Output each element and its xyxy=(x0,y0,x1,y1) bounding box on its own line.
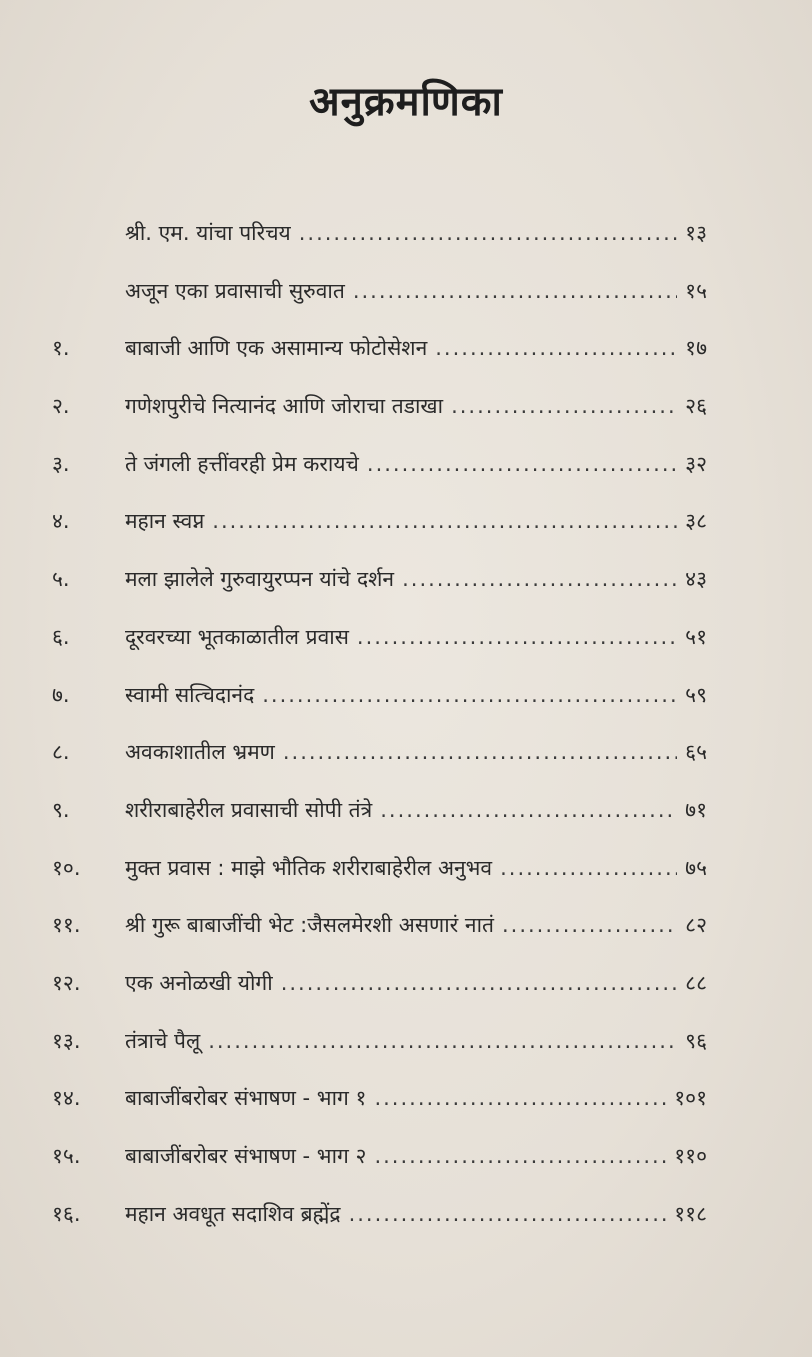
toc-row xyxy=(0,1128,812,1186)
dot-leader xyxy=(299,205,677,263)
toc-row xyxy=(0,1186,812,1244)
toc-row xyxy=(0,667,812,725)
chapter-title: शरीराबाहेरील प्रवासाची सोपी तंत्रे xyxy=(125,797,373,822)
toc-row xyxy=(0,1070,812,1128)
page-number: ८२ xyxy=(685,913,707,938)
dot-leader xyxy=(451,378,677,436)
toc-entry xyxy=(125,840,707,898)
dot-leader xyxy=(374,1128,666,1186)
toc-entry xyxy=(125,1013,707,1071)
dot-leader xyxy=(283,724,677,782)
toc-entry xyxy=(125,493,707,551)
toc-row xyxy=(0,378,812,436)
chapter-title: तंत्राचे पैलू xyxy=(125,1028,201,1053)
dot-leader xyxy=(374,1070,666,1128)
page-number: १३ xyxy=(685,221,707,245)
chapter-number: १४. xyxy=(52,1086,81,1111)
chapter-title: मला झालेले गुरुवायुरप्पन यांचे दर्शन xyxy=(125,567,395,592)
toc-entry xyxy=(125,320,707,378)
toc-entry xyxy=(125,782,707,840)
toc-entry xyxy=(125,378,707,436)
chapter-title: बाबाजींबरोबर संभाषण - भाग १ xyxy=(125,1086,367,1111)
dot-leader xyxy=(502,897,677,955)
toc-row xyxy=(0,263,812,321)
page-number: ३८ xyxy=(685,509,707,534)
dot-leader xyxy=(380,782,677,840)
chapter-title: मुक्त प्रवास : माझे भौतिक शरीराबाहेरील अनुभव xyxy=(125,855,493,880)
toc-row xyxy=(0,955,812,1013)
chapter-title: बाबाजी आणि एक असामान्य फोटोसेशन xyxy=(125,336,428,361)
dot-leader xyxy=(353,263,677,321)
toc-row xyxy=(0,493,812,551)
page-number: ५९ xyxy=(685,682,707,707)
chapter-title: अवकाशातील भ्रमण xyxy=(125,740,275,765)
page-number: ४३ xyxy=(685,567,707,592)
toc-row xyxy=(0,724,812,782)
chapter-number: १०. xyxy=(52,855,81,880)
dot-leader xyxy=(212,493,677,551)
chapter-number: ६. xyxy=(52,624,70,649)
dot-leader xyxy=(367,436,677,494)
page-number: ११८ xyxy=(674,1201,707,1226)
toc-entry xyxy=(125,436,707,494)
page-number: ९६ xyxy=(685,1028,707,1053)
toc-entry xyxy=(125,263,707,321)
chapter-title: स्वामी सत्चिदानंद xyxy=(125,682,255,707)
chapter-title: श्री. एम. यांचा परिचय xyxy=(125,221,291,245)
toc-row xyxy=(0,551,812,609)
page-number: ७१ xyxy=(685,797,707,822)
chapter-number: १. xyxy=(52,336,70,361)
chapter-number: ५. xyxy=(52,567,70,592)
chapter-number: १६. xyxy=(52,1201,81,1226)
toc-entry xyxy=(125,955,707,1013)
page-number: २६ xyxy=(685,394,707,419)
page-number: ५१ xyxy=(685,624,707,649)
chapter-number: ३. xyxy=(52,451,70,476)
table-of-contents xyxy=(0,205,812,1243)
chapter-title: अजून एका प्रवासाची सुरुवात xyxy=(125,278,345,303)
toc-row xyxy=(0,897,812,955)
toc-row xyxy=(0,840,812,898)
page-number: ११० xyxy=(674,1144,707,1168)
page-title: अनुक्रमणिका xyxy=(309,79,503,125)
toc-row xyxy=(0,609,812,667)
dot-leader xyxy=(500,840,677,898)
chapter-title: एक अनोळखी योगी xyxy=(125,970,273,995)
toc-entry xyxy=(125,724,707,782)
chapter-title: महान स्वप्न xyxy=(125,509,205,534)
dot-leader xyxy=(208,1013,677,1071)
toc-row xyxy=(0,436,812,494)
chapter-number: ९. xyxy=(52,797,70,822)
chapter-title: बाबाजींबरोबर संभाषण - भाग २ xyxy=(125,1144,367,1168)
chapter-number: १२. xyxy=(52,970,81,995)
toc-row xyxy=(0,782,812,840)
dot-leader xyxy=(349,1186,667,1244)
chapter-number: ७. xyxy=(52,682,70,707)
chapter-number: १५. xyxy=(52,1144,81,1168)
toc-entry xyxy=(125,1070,707,1128)
dot-leader xyxy=(281,955,677,1013)
page-number: ८८ xyxy=(685,970,707,995)
chapter-title: ते जंगली हत्तींवरही प्रेम करायचे xyxy=(125,451,359,476)
chapter-number: ४. xyxy=(52,509,70,534)
toc-entry xyxy=(125,1128,707,1186)
dot-leader xyxy=(435,320,677,378)
chapter-number: २. xyxy=(52,394,70,419)
toc-entry xyxy=(125,667,707,725)
toc-entry xyxy=(125,205,707,263)
page-number: ७५ xyxy=(685,855,707,880)
dot-leader xyxy=(357,609,677,667)
chapter-title: गणेशपुरीचे नित्यानंद आणि जोराचा तडाखा xyxy=(125,394,444,419)
dot-leader xyxy=(402,551,677,609)
page-number: १७ xyxy=(685,336,707,361)
toc-entry xyxy=(125,609,707,667)
toc-row xyxy=(0,320,812,378)
toc-row xyxy=(0,1013,812,1071)
toc-entry xyxy=(125,1186,707,1244)
chapter-title: श्री गुरू बाबाजींची भेट :जैसलमेरशी असणारं नातं xyxy=(125,913,494,938)
chapter-title: महान अवधूत सदाशिव ब्रह्मेंद्र xyxy=(125,1201,341,1226)
toc-entry xyxy=(125,551,707,609)
chapter-number: ८. xyxy=(52,740,70,765)
toc-row xyxy=(0,205,812,263)
dot-leader xyxy=(262,667,677,725)
page-number: १५ xyxy=(685,278,707,303)
chapter-number: १३. xyxy=(52,1028,81,1053)
chapter-title: दूरवरच्या भूतकाळातील प्रवास xyxy=(125,624,349,649)
page-number: १०१ xyxy=(674,1086,707,1111)
page-number: ३२ xyxy=(685,451,707,476)
toc-entry xyxy=(125,897,707,955)
chapter-number: ११. xyxy=(52,913,81,938)
page-number: ६५ xyxy=(685,740,707,765)
